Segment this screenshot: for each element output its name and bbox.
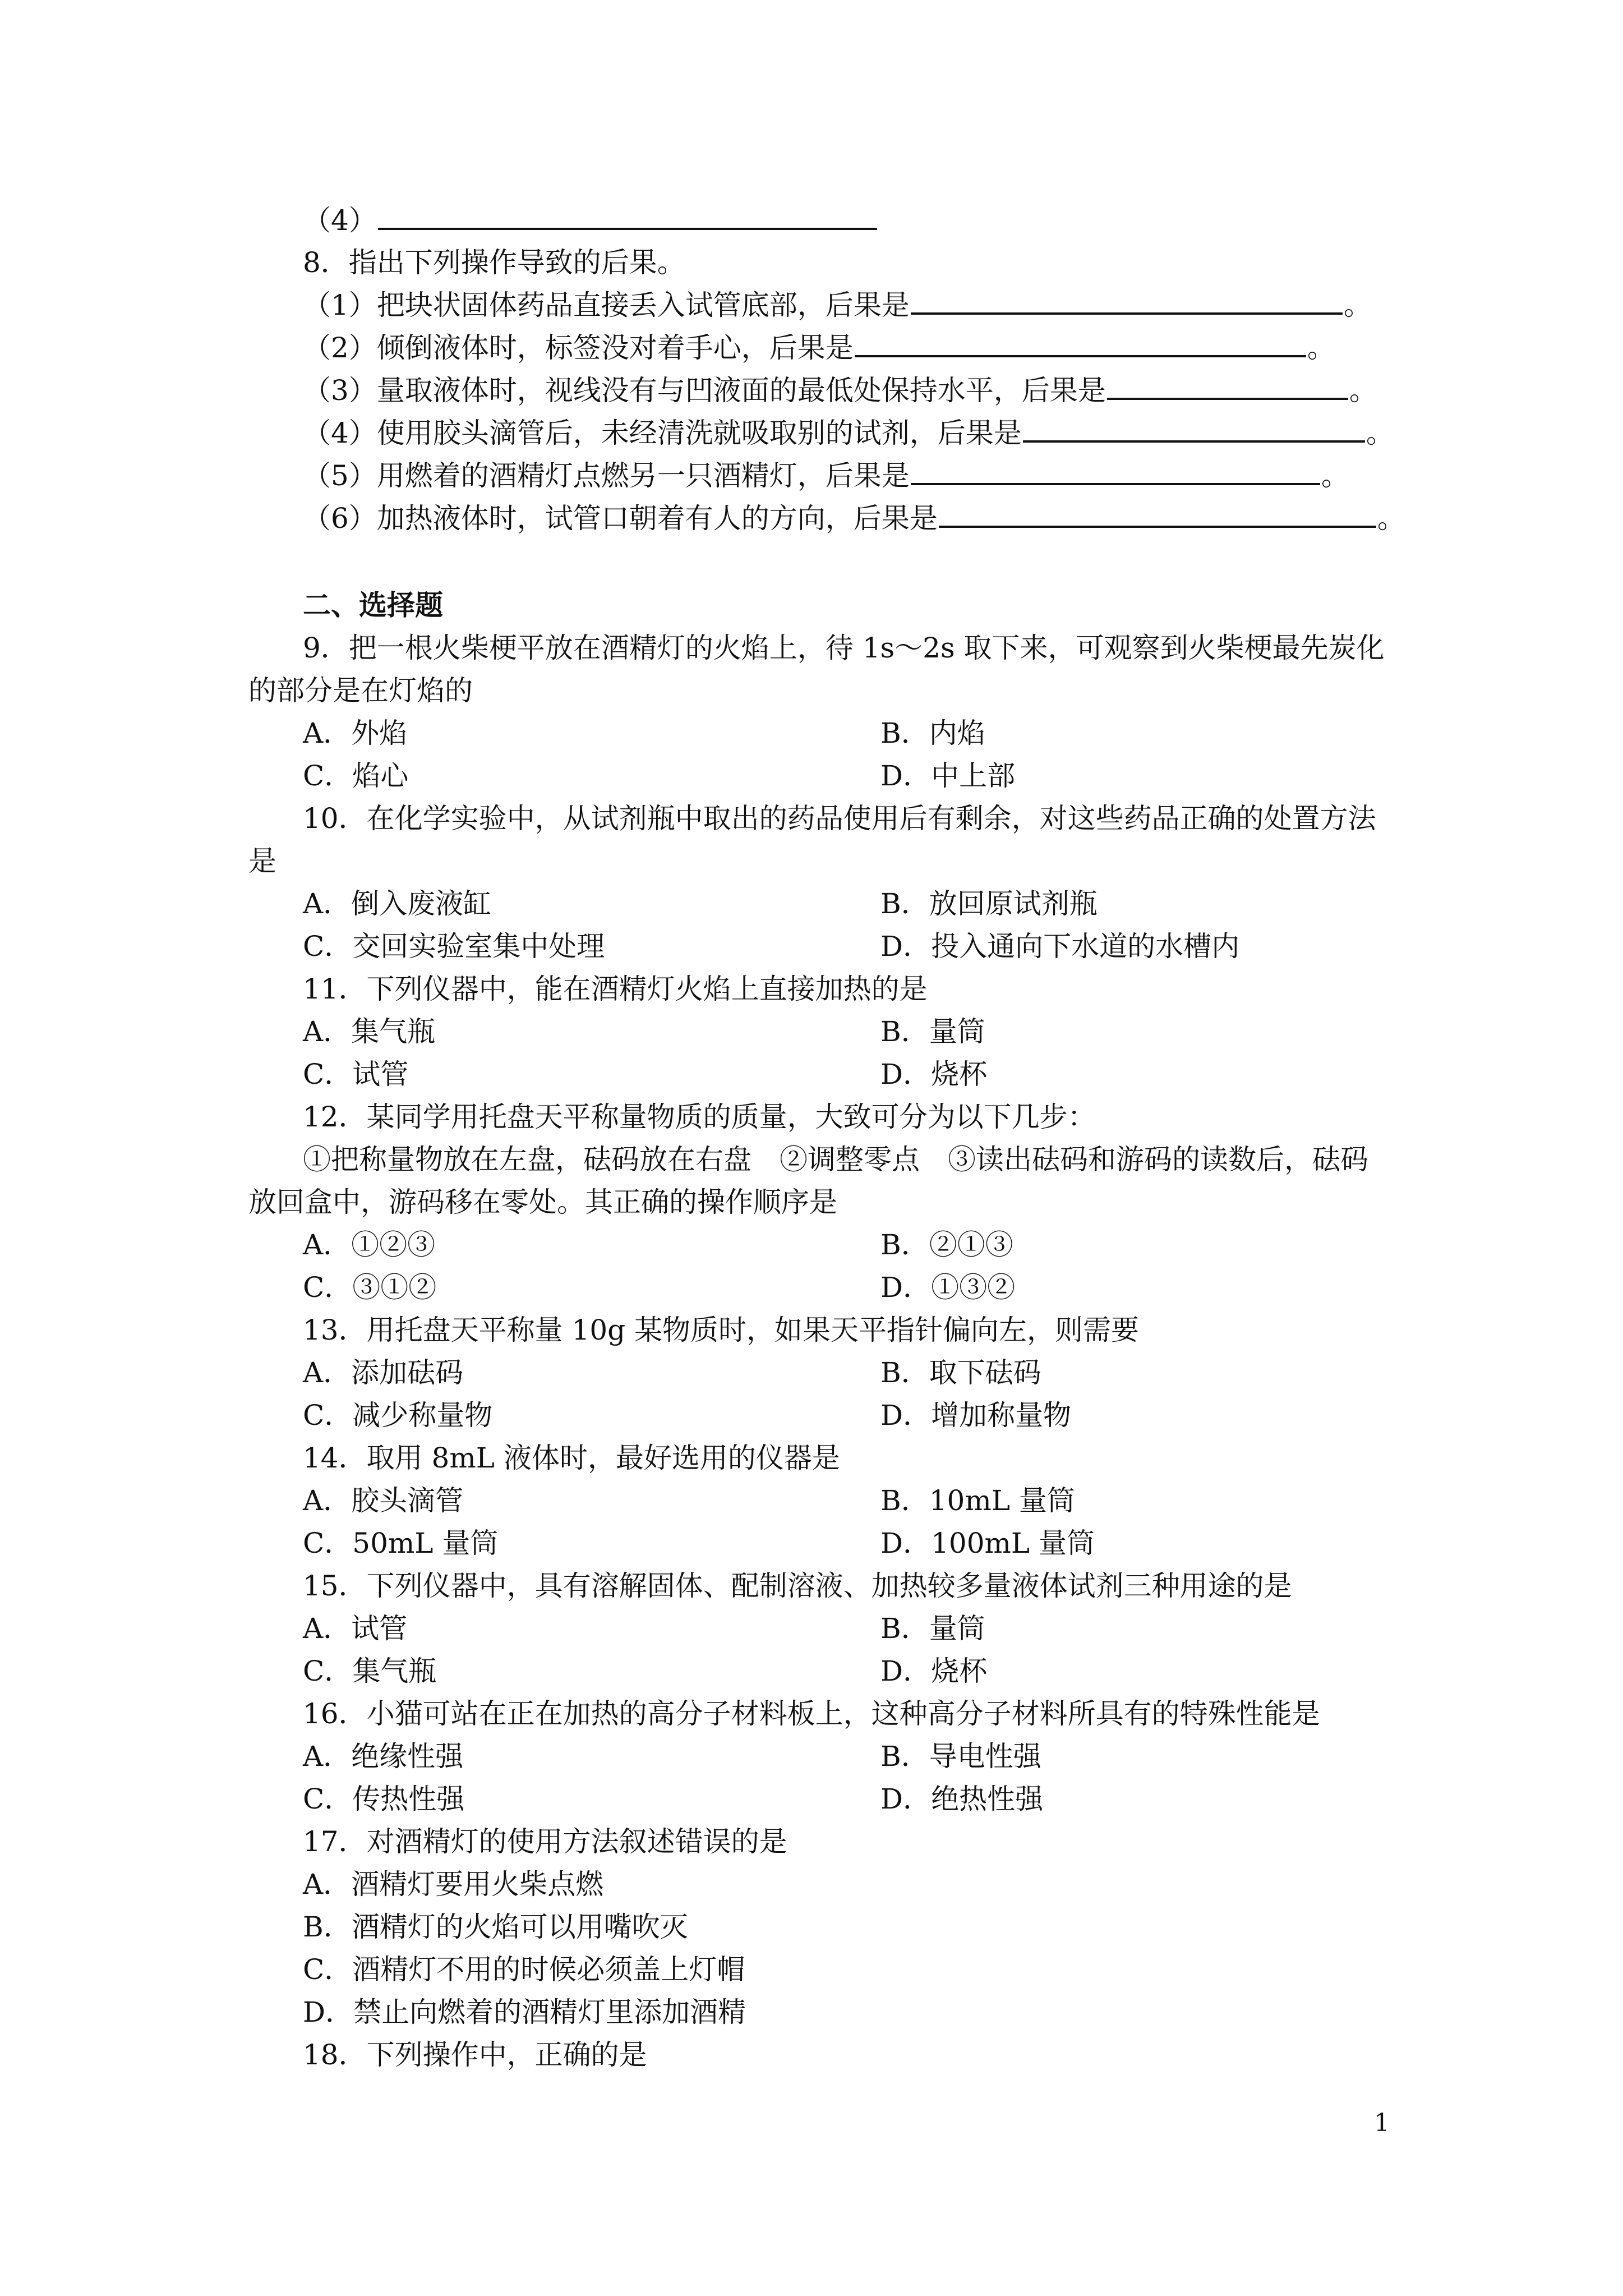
q9-stem-cont: 的部分是在灯焰的 (248, 674, 473, 707)
q15-option-c: C．集气瓶 (303, 1655, 437, 1687)
answer-blank (939, 499, 1376, 528)
q17-option-d: D．禁止向燃着的酒精灯里添加酒精 (303, 1996, 746, 2028)
q9-option-d: D．中上部 (880, 760, 1016, 792)
q8-stem: 8．指出下列操作导致的后果。 (303, 246, 685, 279)
q12-steps: ①把称量物放在左盘，砝码放在右盘 ②调整零点 ③读出砝码和游码的读数后，砝码 (303, 1143, 1368, 1176)
q17-option-c: C．酒精灯不用的时候必须盖上灯帽 (303, 1953, 745, 1986)
q12-option-d: D．①③② (880, 1271, 1016, 1304)
q16-option-b: B．导电性强 (880, 1740, 1041, 1773)
q10-option-d: D．投入通向下水道的水槽内 (880, 930, 1240, 963)
q8-item-6: （6）加热液体时，试管口朝着有人的方向，后果是 。 (303, 497, 1405, 540)
q17-stem: 17．对酒精灯的使用方法叙述错误的是 (303, 1825, 787, 1858)
section-heading: 二、选择题 (303, 588, 443, 622)
q10-stem-cont: 是 (248, 845, 276, 877)
q13-option-c: C．减少称量物 (303, 1399, 493, 1432)
q16-stem: 16．小猫可站在正在加热的高分子材料板上，这种高分子材料所具有的特殊性能是 (303, 1697, 1320, 1730)
q16-option-a: A．绝缘性强 (303, 1740, 464, 1773)
q12-option-c: C．③①② (303, 1271, 437, 1304)
q9-option-b: B．内焰 (880, 717, 985, 749)
q16-option-c: C．传热性强 (303, 1783, 465, 1815)
q12-option-b: B．②①③ (880, 1228, 1013, 1261)
q7-4-line (303, 199, 878, 242)
q12-option-a: A．①②③ (303, 1228, 436, 1261)
q10-option-a: A．倒入废液缸 (303, 887, 492, 920)
q17-option-a: A．酒精灯要用火柴点燃 (303, 1868, 604, 1901)
q9-option-a: A．外焰 (303, 717, 408, 749)
q14-option-a: A．胶头滴管 (303, 1484, 464, 1517)
q10-option-b: B．放回原试剂瓶 (880, 887, 1098, 920)
q8-item-1: （1）把块状固体药品直接丢入试管底部，后果是 。 (303, 284, 1372, 326)
q11-stem: 11．下列仪器中，能在酒精灯火焰上直接加热的是 (303, 973, 928, 1005)
q8-item-2: （2）倾倒液体时，标签没对着手心，后果是 。 (303, 326, 1335, 369)
q16-option-d: D．绝热性强 (880, 1783, 1044, 1815)
q9-stem: 9．把一根火柴梗平放在酒精灯的火焰上，待 1s～2s 取下来，可观察到火柴梗最先炭化 (303, 632, 1385, 664)
q15-option-b: B．量筒 (880, 1612, 985, 1645)
q15-option-a: A．试管 (303, 1612, 408, 1645)
q8-item-3: （3）量取液体时，视线没有与凹液面的最低处保持水平，后果是 。 (303, 369, 1377, 412)
q12-steps-cont: 放回盒中，游码移在零处。其正确的操作顺序是 (248, 1186, 837, 1218)
answer-blank (911, 286, 1343, 315)
q13-option-d: D．增加称量物 (880, 1399, 1072, 1432)
q15-stem: 15．下列仪器中，具有溶解固体、配制溶液、加热较多量液体试剂三种用途的是 (303, 1570, 1292, 1602)
q13-stem: 13．用托盘天平称量 10g 某物质时，如果天平指针偏向左，则需要 (303, 1314, 1140, 1346)
answer-blank (1023, 413, 1365, 443)
q15-option-d: D．烧杯 (880, 1655, 988, 1687)
q12-stem: 12．某同学用托盘天平称量物质的质量，大致可分为以下几步： (303, 1101, 1096, 1133)
q11-option-a: A．集气瓶 (303, 1015, 436, 1048)
answer-blank (1107, 371, 1348, 400)
q14-option-c: C．50mL 量筒 (303, 1527, 499, 1559)
q17-option-b: B．酒精灯的火焰可以用嘴吹灭 (303, 1911, 688, 1943)
q13-option-a: A．添加砝码 (303, 1356, 464, 1389)
q13-option-b: B．取下砝码 (880, 1356, 1041, 1389)
q14-option-d: D．100mL 量筒 (880, 1527, 1095, 1559)
page-number: 1 (1374, 2109, 1390, 2137)
answer-blank (378, 201, 877, 230)
q14-option-b: B．10mL 量筒 (880, 1484, 1075, 1517)
q11-option-d: D．烧杯 (880, 1058, 988, 1091)
answer-blank (855, 328, 1306, 357)
q9-option-c: C．焰心 (303, 760, 409, 792)
q14-stem: 14．取用 8mL 液体时，最好选用的仪器是 (303, 1442, 840, 1474)
q18-stem: 18．下列操作中，正确的是 (303, 2039, 647, 2071)
q8-item-5: （5）用燃着的酒精灯点燃另一只酒精灯，后果是 。 (303, 454, 1349, 497)
q10-option-c: C．交回实验室集中处理 (303, 930, 605, 963)
q11-option-b: B．量筒 (880, 1015, 985, 1048)
q7-4-label: （4） (303, 204, 377, 237)
answer-blank (911, 456, 1320, 485)
q11-option-c: C．试管 (303, 1058, 409, 1091)
q10-stem: 10．在化学实验中，从试剂瓶中取出的药品使用后有剩余，对这些药品正确的处置方法 (303, 802, 1376, 835)
q8-item-4: （4）使用胶头滴管后，未经清洗就吸取别的试剂，后果是 。 (303, 412, 1394, 454)
